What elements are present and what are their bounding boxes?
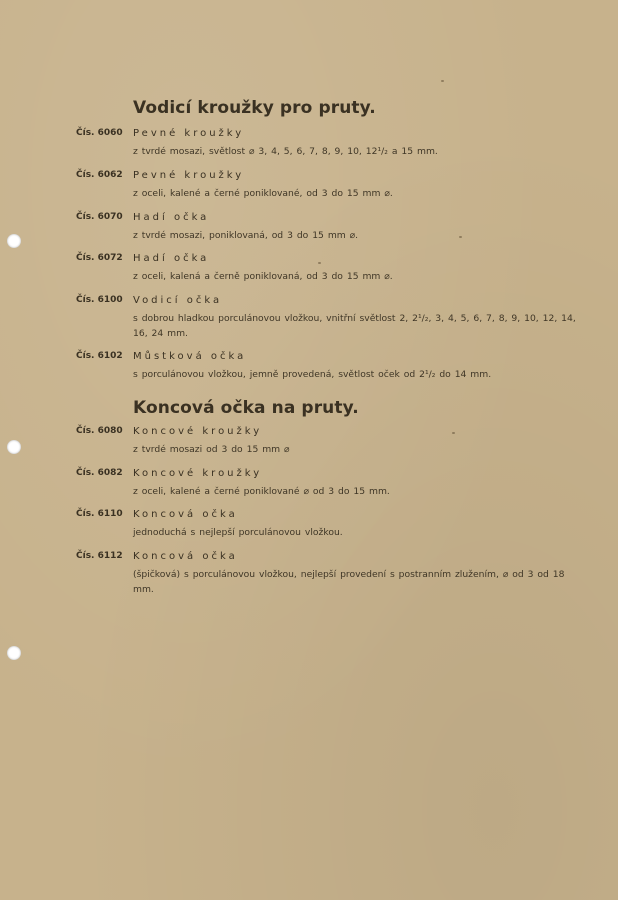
paper-speck xyxy=(441,80,444,82)
entry-title: Můstková očka xyxy=(133,351,247,362)
catalog-number: Čís. 6070 xyxy=(76,212,123,222)
entry-description: z tvrdé mosazi, světlost ⌀ 3, 4, 5, 6, 7, 8, 9, 10, 12¹/₂ a 15 mm. xyxy=(133,146,438,157)
entry-title: Vodicí očka xyxy=(133,295,223,306)
entry-title: Koncové kroužky xyxy=(133,426,263,437)
section-heading: Koncová očka na pruty. xyxy=(133,398,359,418)
catalog-number: Čís. 6062 xyxy=(76,170,123,180)
entry-title: Koncová očka xyxy=(133,509,238,520)
entry-title: Koncová očka xyxy=(133,551,238,562)
paper-speck xyxy=(452,432,455,434)
paper-speck xyxy=(318,262,321,264)
section-heading: Vodicí kroužky pro pruty. xyxy=(133,98,376,118)
entry-title: Pevné kroužky xyxy=(133,128,245,139)
entry-title: Koncové kroužky xyxy=(133,468,263,479)
entry-description: jednoduchá s nejlepší porculánovou vložkou. xyxy=(133,527,343,538)
catalog-number: Čís. 6102 xyxy=(76,351,123,361)
binder-hole xyxy=(7,646,21,660)
entry-title: Hadí očka xyxy=(133,253,210,264)
entry-description: z oceli, kalené a černé poniklované, od 3 do 15 mm ⌀. xyxy=(133,188,393,199)
entry-description: z oceli, kalené a černé poniklované ⌀ od 3 do 15 mm. xyxy=(133,486,390,497)
binder-hole xyxy=(7,440,21,454)
entry-description: (špičková) s porculánovou vložkou, nejlepší provedení s postranním zlužením, ⌀ od 3 od 18 mm. xyxy=(133,569,565,595)
entry-description: z oceli, kalená a černě poniklovaná, od 3 do 15 mm ⌀. xyxy=(133,271,393,282)
catalog-number: Čís. 6112 xyxy=(76,551,123,561)
catalog-number: Čís. 6100 xyxy=(76,295,123,305)
catalog-number: Čís. 6060 xyxy=(76,128,123,138)
entry-title: Hadí očka xyxy=(133,212,210,223)
entry-description: s dobrou hladkou porculánovou vložkou, vnitřní světlost 2, 2¹/₂, 3, 4, 5, 6, 7, 8, 9, 10, 12, 14, 16, 24 mm. xyxy=(133,313,576,339)
binder-hole xyxy=(7,234,21,248)
entry-description: z tvrdé mosazi od 3 do 15 mm ⌀ xyxy=(133,444,290,455)
entry-title: Pevné kroužky xyxy=(133,170,245,181)
entry-description: z tvrdé mosazi, poniklovaná, od 3 do 15 mm ⌀. xyxy=(133,230,359,241)
catalog-number: Čís. 6080 xyxy=(76,426,123,436)
catalog-number: Čís. 6082 xyxy=(76,468,123,478)
catalog-number: Čís. 6072 xyxy=(76,253,123,263)
catalog-number: Čís. 6110 xyxy=(76,509,123,519)
entry-description: s porculánovou vložkou, jemně provedená, světlost oček od 2¹/₂ do 14 mm. xyxy=(133,369,492,380)
